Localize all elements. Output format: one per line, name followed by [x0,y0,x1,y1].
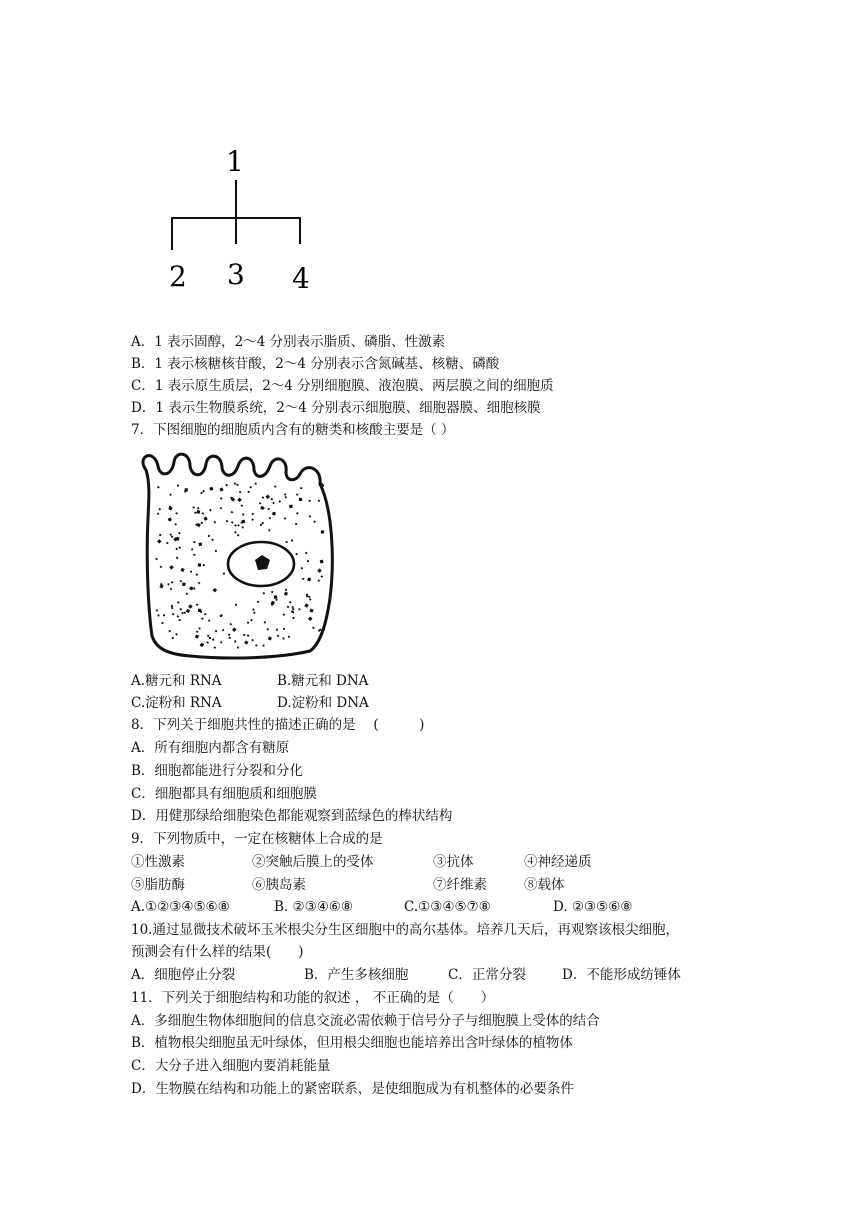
cytoplasm-granule [234,483,236,485]
cytoplasm-granule [283,628,285,630]
cytoplasm-granule [318,500,320,502]
q9-option-c: C.①③④⑤⑦⑧ [404,899,491,915]
q7-option-b: B.糖元和 DNA [277,673,369,689]
q9-item-6: ⑥胰岛素 [252,877,306,893]
q6-option-b: B．1 表示核糖核苷酸，2～4 分别表示含氮碱基、核糖、磷酸 [131,356,500,372]
cytoplasm-granule [237,647,239,649]
q9-option-a: A.①②③④⑤⑥⑧ [131,899,230,915]
cytoplasm-granule [209,637,211,639]
cytoplasm-granule [171,605,173,607]
q11-option-b: B．植物根尖细胞虽无叶绿体，但用根尖细胞也能培养出含叶绿体的植物体 [131,1035,573,1051]
q10-stem-line-2: 预测会有什么样的结果( ) [131,944,304,960]
cytoplasm-granule [264,621,266,623]
q9-item-3: ③抗体 [433,854,474,870]
q11-option-d: D．生物膜在结构和功能上的紧密联系，是使细胞成为有机整体的必要条件 [131,1081,574,1097]
q10-option-c: C．正常分裂 [448,967,526,983]
q7-option-d: D.淀粉和 DNA [277,695,369,711]
cytoplasm-granule [307,560,309,562]
cytoplasm-granule [306,594,308,596]
q10-stem-line-1: 10.通过显微技术破坏玉米根尖分生区细胞中的高尔基体。培养几天后，再观察该根尖细胞， [131,922,679,938]
q8-option-c: C．细胞都具有细胞质和细胞膜 [131,786,317,802]
cytoplasm-granule [159,534,161,536]
cytoplasm-granule [262,497,264,499]
q9-item-5: ⑤脂肪酶 [131,877,185,893]
q9-item-7: ⑦纤维素 [433,877,487,893]
q11-option-c: C．大分子进入细胞内要消耗能量 [131,1058,331,1074]
cytoplasm-granule [168,583,170,585]
q9-option-d: D. ②③⑤⑥⑧ [553,899,633,915]
cytoplasm-granule [193,588,195,590]
q11-stem: 11．下列关于细胞结构和功能的叙述 ， 不正确的是（ ） [131,990,495,1006]
cytoplasm-granule [308,596,310,598]
q7-option-a: A.糖元和 RNA [131,673,222,689]
cytoplasm-granule [208,535,210,537]
q10-option-b: B．产生多核细胞 [304,967,409,983]
cytoplasm-granule [201,522,203,524]
q8-option-b: B．细胞都能进行分裂和分化 [131,763,303,779]
cytoplasm-granule [292,606,294,608]
cytoplasm-granule [157,513,159,515]
cytoplasm-granule [243,634,245,636]
cytoplasm-granule [263,645,265,647]
hierarchy-diagram [160,140,320,295]
cytoplasm-granule [257,601,259,603]
q9-item-2: ②突触后膜上的受体 [252,854,374,870]
cytoplasm-granule [193,507,195,509]
q10-option-a: A．细胞停止分裂 [131,967,236,983]
cytoplasm-granule [204,613,206,615]
cytoplasm-granule [234,640,236,642]
cytoplasm-granule [285,541,287,543]
q9-item-8: ⑧载体 [524,877,565,893]
q9-item-4: ④神经递质 [524,854,592,870]
cytoplasm-granule [322,485,324,487]
cytoplasm-granule [182,583,185,586]
cytoplasm-granule [252,639,254,641]
cytoplasm-granule [253,612,255,614]
q6-option-d: D．1 表示生物膜系统，2～4 分别表示细胞膜、细胞器膜、细胞核膜 [131,400,541,416]
cytoplasm-granule [198,609,201,612]
cytoplasm-granule [190,571,192,573]
cytoplasm-granule [198,542,202,546]
q9-item-1: ①性激素 [131,854,185,870]
q9-stem: 9．下列物质中，一定在核糖体上合成的是 [131,831,383,847]
cytoplasm-granule [185,488,188,491]
cytoplasm-granule [285,589,287,591]
cytoplasm-granule [163,614,165,616]
cytoplasm-granule [268,529,270,531]
cytoplasm-granule [288,636,290,638]
cytoplasm-granule [274,486,276,488]
node-label-1: 1 [226,145,244,178]
q8-option-a: A．所有细胞内都含有糖原 [131,740,290,756]
node-label-3: 3 [227,258,245,291]
animal-cell-diagram [130,448,340,663]
q9-option-b: B. ②③④⑥⑧ [274,899,354,915]
cytoplasm-granule [318,580,320,582]
cytoplasm-granule [318,630,320,632]
q8-option-d: D．用健那绿给细胞染色都能观察到蓝绿色的棒状结构 [131,808,453,824]
q7-option-c: C.淀粉和 RNA [131,695,222,711]
q8-stem: 8．下列关于细胞共性的描述正确的是 ( ) [131,717,425,733]
cytoplasm-granule [242,513,244,515]
q11-option-a: A．多细胞生物体细胞间的信息交流必需依赖于信号分子与细胞膜上受体的结合 [131,1013,600,1029]
cytoplasm-granule [177,485,179,487]
q6-option-c: C．1 表示原生质层，2～4 分别细胞膜、液泡膜、两层膜之间的细胞质 [131,378,554,394]
cytoplasm-granule [203,564,205,566]
q7-stem: 7．下图细胞的细胞质内含有的糖类和核酸主要是（ ） [131,422,455,438]
q6-option-a: A．1 表示固醇，2～4 分别表示脂质、磷脂、性激素 [131,334,446,350]
cytoplasm-granule [241,520,245,524]
cytoplasm-granule [180,608,182,610]
node-label-2: 2 [169,260,187,293]
cytoplasm-granule [298,608,300,610]
cytoplasm-granule [299,498,302,501]
node-label-4: 4 [292,262,310,295]
cytoplasm-granule [296,494,298,496]
cytoplasm-granule [260,524,262,526]
cytoplasm-granule [274,595,278,599]
cytoplasm-granule [255,483,257,485]
cytoplasm-granule [198,563,202,567]
cytoplasm-granule [235,604,237,606]
q10-option-d: D．不能形成纺锤体 [562,967,681,983]
cytoplasm-granule [179,619,181,621]
